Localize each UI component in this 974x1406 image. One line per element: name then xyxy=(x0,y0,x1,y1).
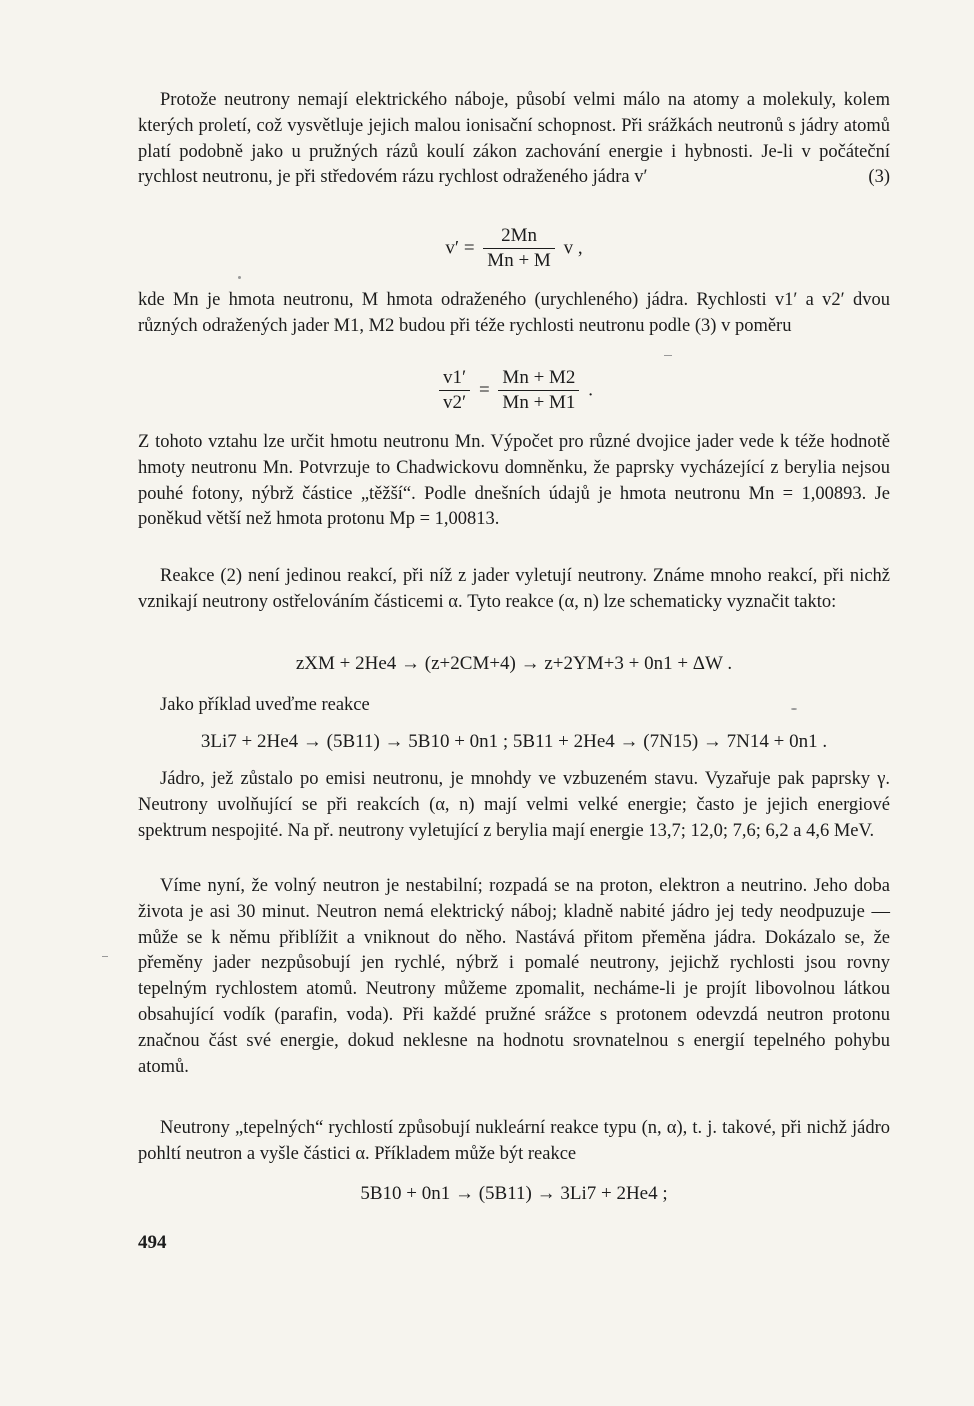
paragraph-4-text: Reakce (2) není jedinou reakcí, při níž z jader vyletují neutrony. Známe mnoho reakcí, při nichž vznikají neutrony ostřelováním částicemi α. Tyto reakce (α, n) lze schematicky vyznačit takto: xyxy=(138,566,890,612)
formula-1-rhs: v , xyxy=(563,237,583,259)
paragraph-4 xyxy=(138,564,890,616)
formula-2-left-fraction xyxy=(439,366,470,415)
paragraph-5 xyxy=(138,693,890,719)
formula-recoil-velocity xyxy=(138,224,890,273)
formula-1-numerator: 2Mn xyxy=(483,224,555,249)
formula-velocity-ratio xyxy=(138,366,890,415)
paragraph-7 xyxy=(138,874,890,1080)
page-number: 494 xyxy=(138,1232,167,1253)
paper-speck xyxy=(664,355,672,356)
paper-speck xyxy=(791,708,797,710)
formula-alpha-n-scheme: zXM + 2He4 → (z+2CM+4) → z+2YM+3 + 0n1 + ΔW . xyxy=(295,653,733,674)
paragraph-6-text: Jádro, jež zůstalo po emisi neutronu, je mnohdy ve vzbuzeném stavu. Vyzařuje pak paprsky γ. Neutrony uvolňující se při reakcích (α, n) mají velmi velké energie; často je jejich energiové spektrum nespojité. Na př. neutrony vyletující z berylia mají energie 13,7; 12,0; 7,6; 6,2 a 4,6 MeV. xyxy=(138,769,890,841)
paragraph-8-text: Neutrony „tepelných“ rychlostí způsobují nukleární reakce typu (n, α), t. j. takové, při nichž jádro pohltí neutron a vyšle částici α. Příkladem může být reakce xyxy=(138,1118,890,1164)
paragraph-2-text: kde Mn je hmota neutronu, M hmota odraženého (urychleného) jádra. Rychlosti v1′ a v2′ dvou různých odražených jader M1, M2 budou při téže rychlosti neutronu podle (3) v poměru xyxy=(138,290,890,336)
formula-2-right-numerator: Mn + M2 xyxy=(498,366,579,391)
paper-speck xyxy=(102,956,108,957)
equation-number: (3) xyxy=(868,167,890,188)
paragraph-2 xyxy=(138,288,890,340)
formula-example-reactions: 3Li7 + 2He4 → (5B11) → 5B10 + 0n1 ; 5B11 + 2He4 → (7N15) → 7N14 + 0n1 . xyxy=(200,731,828,752)
formula-1-fraction xyxy=(483,224,555,273)
formula-2-left-numerator: v1′ xyxy=(439,366,470,391)
paragraph-8 xyxy=(138,1116,890,1168)
paragraph-1 xyxy=(138,88,890,191)
formula-1-denominator: Mn + M xyxy=(487,250,551,271)
formula-2-equals: = xyxy=(478,379,490,401)
formula-boron-reaction: 5B10 + 0n1 → (5B11) → 3Li7 + 2He4 ; xyxy=(360,1183,668,1204)
formula-2-right-fraction xyxy=(498,366,579,415)
paragraph-5-text: Jako příklad uveďme reakce xyxy=(160,695,370,715)
paragraph-6 xyxy=(138,767,890,844)
paper-speck xyxy=(238,276,241,279)
formula-2-end: . xyxy=(588,379,593,401)
formula-2-right-denominator: Mn + M1 xyxy=(502,392,576,413)
paragraph-1-text: Protože neutrony nemají elektrického náboje, působí velmi málo na atomy a molekuly, kolem kterých proletí, což vysvětluje jejich malou ionisační schopnost. Při srážkách neutronů s jádry atomů platí podobně jako u pružných rázů koulí zákon zachování energie i hybnosti. Je-li v počáteční rychlost neutronu, je při středovém rázu rychlost odraženého jádra v′ xyxy=(138,90,890,188)
paragraph-3-text: Z tohoto vztahu lze určit hmotu neutronu Mn. Výpočet pro různé dvojice jader vede k téže hodnotě hmoty neutronu Mn. Potvrzuje to Chadwickovu domněnku, že paprsky vycházející z berylia nejsou pouhé fotony, nýbrž částice „těžší“. Podle dnešních údajů je hmota neutronu Mn = 1,00893. Je poněkud větší než hmota protonu Mp = 1,00813. xyxy=(138,432,890,530)
paragraph-3 xyxy=(138,430,890,533)
paragraph-7-text: Víme nyní, že volný neutron je nestabilní; rozpadá se na proton, elektron a neutrino. Jeho doba života je asi 30 minut. Neutron nemá elektrický náboj; kladně nabité jádro jej tedy neodpuzuje — může se k němu přiblížit a vniknout do něho. Nastává přitom přeměna jádra. Dokázalo se, že přeměny jader nezpůsobují jen rychlé, nýbrž i pomalé neutrony, jejichž rychlosti jsou rovny tepelným rychlostem atomů. Neutrony můžeme zpomalit, necháme-li je projít libovolnou látkou obsahující vodík (parafin, voda). Při každé pružné srážce s protonem odevzdá neutron protonu značnou část své energie, dokud neklesne na hodnotu srovnatelnou s energií tepelného pohybu atomů. xyxy=(138,876,890,1077)
formula-1-lhs: v′ = xyxy=(445,237,475,259)
formula-2-left-denominator: v2′ xyxy=(443,392,467,413)
